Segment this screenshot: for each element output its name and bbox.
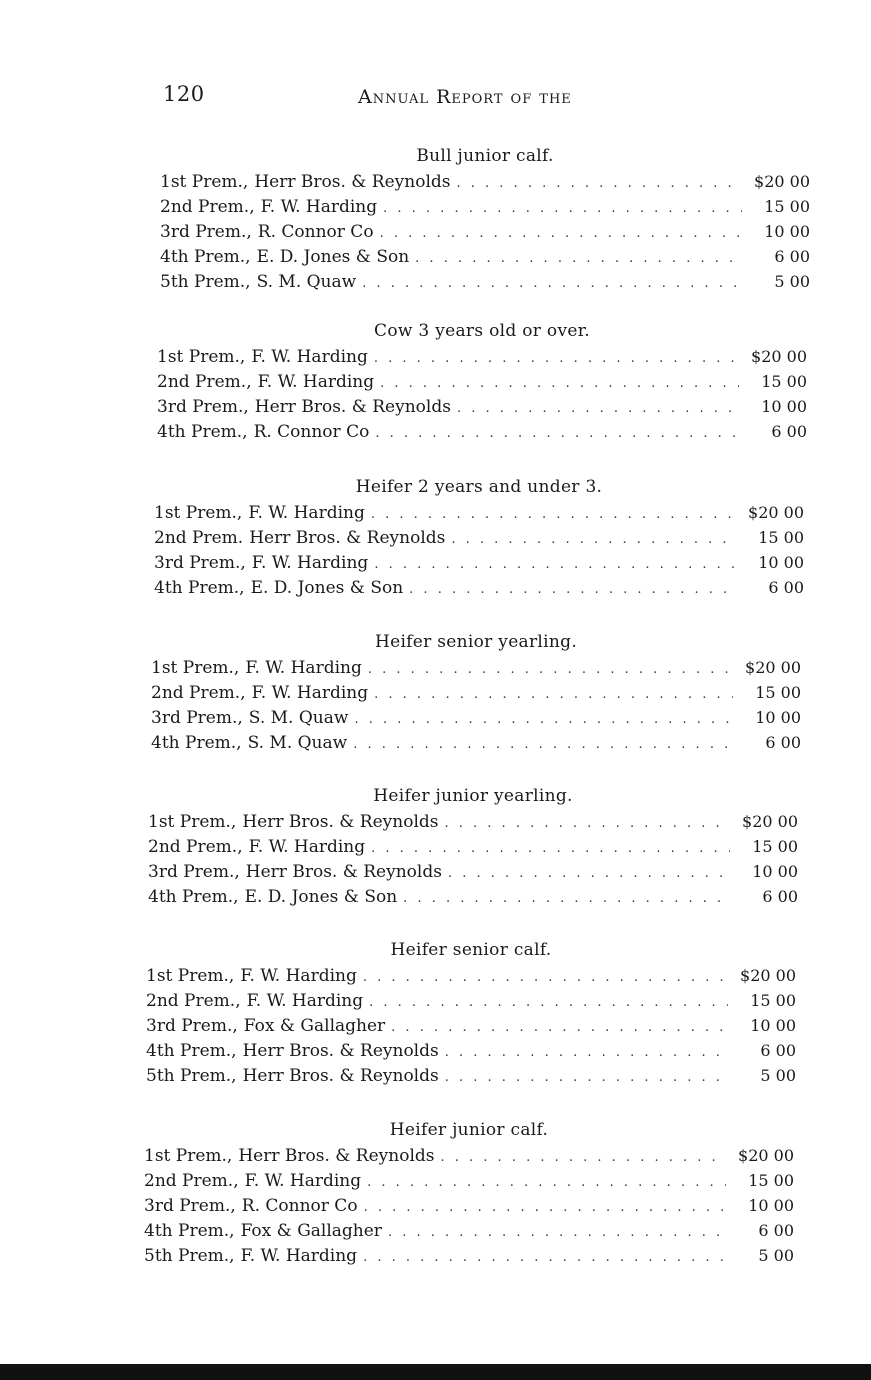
premium-place: 4th Prem., <box>144 1221 235 1241</box>
premium-section <box>144 1117 794 1268</box>
premium-winner: S. M. Quaw <box>248 708 349 728</box>
premium-winner: F. W. Harding <box>248 503 365 523</box>
premium-place: 3rd Prem., <box>160 222 252 242</box>
premium-winner: F. W. Harding <box>246 991 364 1011</box>
premium-entry <box>144 1168 794 1193</box>
dot-leader <box>354 707 733 732</box>
premium-place: 4th Prem., <box>146 1041 237 1061</box>
premium-place: 4th Prem., <box>154 578 245 598</box>
premium-entry <box>154 575 804 600</box>
premium-amount: $20 00 <box>740 966 796 985</box>
premium-entry <box>160 219 810 244</box>
dot-leader <box>353 732 733 757</box>
premium-place: 5th Prem., <box>146 1066 237 1086</box>
premium-amount: 6 00 <box>762 887 798 906</box>
premium-winner: Herr Bros. & Reynolds <box>242 1041 439 1061</box>
premium-amount: $20 00 <box>751 347 807 366</box>
section-title: Heifer 2 years and under 3. <box>355 477 603 497</box>
premium-entry <box>157 369 807 394</box>
premium-place: 3rd Prem., <box>146 1016 238 1036</box>
premium-amount: 10 00 <box>761 397 807 416</box>
premium-entry <box>151 655 801 680</box>
premium-amount: 5 00 <box>760 1066 796 1085</box>
dot-leader <box>380 221 742 246</box>
premium-entry <box>148 809 798 834</box>
section-title: Cow 3 years old or over. <box>374 321 590 341</box>
premium-entry <box>146 963 796 988</box>
premium-amount: 15 00 <box>755 683 801 702</box>
premium-entry <box>144 1143 794 1168</box>
dot-leader <box>457 171 743 196</box>
premium-amount: 10 00 <box>748 1196 794 1215</box>
premium-entry <box>146 1038 796 1063</box>
section-title: Heifer junior yearling. <box>373 786 573 806</box>
premium-place: 2nd Prem., <box>144 1171 239 1191</box>
premium-amount: 6 00 <box>760 1041 796 1060</box>
premium-section <box>146 937 796 1088</box>
premium-winner: E. D. Jones & Son <box>250 578 404 598</box>
premium-amount: 6 00 <box>758 1221 794 1240</box>
premium-place: 1st Prem., <box>157 347 246 367</box>
premium-amount: 15 00 <box>761 372 807 391</box>
dot-leader <box>445 1065 728 1090</box>
dot-leader <box>371 502 736 527</box>
premium-place: 4th Prem., <box>148 887 239 907</box>
premium-winner: F. W. Harding <box>248 837 366 857</box>
premium-place: 4th Prem., <box>160 247 251 267</box>
dot-leader <box>383 196 742 221</box>
premium-winner: R. Connor Co <box>257 222 374 242</box>
premium-amount: 6 00 <box>774 247 810 266</box>
dot-leader <box>374 552 736 577</box>
dot-leader <box>445 811 731 836</box>
premium-place: 3rd Prem., <box>144 1196 236 1216</box>
premium-amount: 5 00 <box>758 1246 794 1265</box>
premium-winner: Herr Bros. & Reynolds <box>238 1146 435 1166</box>
dot-leader <box>369 990 728 1015</box>
premium-entry <box>160 269 810 294</box>
premium-entry <box>160 244 810 269</box>
premium-place: 3rd Prem., <box>151 708 243 728</box>
dot-leader <box>403 886 730 911</box>
premium-section <box>151 629 801 755</box>
scan-edge-bar <box>0 1364 871 1380</box>
premium-winner: Herr Bros. & Reynolds <box>254 397 451 417</box>
premium-entry <box>146 1063 796 1088</box>
premium-entry <box>146 1013 796 1038</box>
premium-amount: 6 00 <box>765 733 801 752</box>
premium-entry <box>157 394 807 419</box>
premium-winner: F. W. Harding <box>245 658 362 678</box>
premium-winner: Herr Bros. & Reynolds <box>254 172 451 192</box>
premium-winner: Herr Bros. & Reynolds <box>242 1066 439 1086</box>
premium-place: 1st Prem., <box>151 658 240 678</box>
dot-leader <box>362 271 742 296</box>
premium-amount: $20 00 <box>754 172 810 191</box>
premium-place: 3rd Prem., <box>157 397 249 417</box>
premium-place: 2nd Prem. <box>154 528 244 548</box>
premium-entry <box>160 194 810 219</box>
premium-place: 4th Prem., <box>157 422 248 442</box>
premium-winner: E. D. Jones & Son <box>244 887 398 907</box>
page-number: 120 <box>163 82 205 106</box>
dot-leader <box>380 371 739 396</box>
premium-amount: 10 00 <box>764 222 810 241</box>
premium-place: 1st Prem., <box>160 172 249 192</box>
dot-leader <box>391 1015 728 1040</box>
running-head: Annual Report of the <box>358 86 572 108</box>
premium-place: 1st Prem., <box>154 503 243 523</box>
premium-place: 3rd Prem., <box>148 862 240 882</box>
premium-amount: 10 00 <box>758 553 804 572</box>
premium-place: 5th Prem., <box>160 272 251 292</box>
premium-winner: R. Connor Co <box>253 422 370 442</box>
premium-entry <box>154 500 804 525</box>
premium-amount: 15 00 <box>748 1171 794 1190</box>
premium-amount: $20 00 <box>738 1146 794 1165</box>
premium-entry <box>146 988 796 1013</box>
premium-place: 2nd Prem., <box>160 197 255 217</box>
premium-amount: 15 00 <box>758 528 804 547</box>
premium-amount: 6 00 <box>768 578 804 597</box>
dot-leader <box>388 1220 726 1245</box>
premium-entry <box>148 859 798 884</box>
premium-amount: $20 00 <box>742 812 798 831</box>
premium-amount: $20 00 <box>745 658 801 677</box>
premium-entry <box>144 1218 794 1243</box>
premium-entry <box>154 525 804 550</box>
premium-amount: 15 00 <box>764 197 810 216</box>
premium-entry <box>151 680 801 705</box>
dot-leader <box>457 396 739 421</box>
premium-entry <box>151 705 801 730</box>
dot-leader <box>415 246 742 271</box>
premium-place: 1st Prem., <box>148 812 237 832</box>
premium-winner: F. W. Harding <box>251 683 369 703</box>
premium-winner: F. W. Harding <box>251 553 369 573</box>
premium-section <box>157 318 807 444</box>
dot-leader <box>441 1145 727 1170</box>
dot-leader <box>363 1245 726 1270</box>
premium-section <box>148 783 798 909</box>
premium-winner: F. W. Harding <box>260 197 378 217</box>
dot-leader <box>367 1170 726 1195</box>
premium-winner: E. D. Jones & Son <box>256 247 410 267</box>
premium-section <box>160 143 810 294</box>
premium-place: 2nd Prem., <box>151 683 246 703</box>
premium-winner: F. W. Harding <box>240 1246 358 1266</box>
section-title: Bull junior calf. <box>416 146 554 166</box>
premium-winner: F. W. Harding <box>240 966 357 986</box>
premium-entry <box>148 884 798 909</box>
premium-winner: S. M. Quaw <box>256 272 357 292</box>
section-title: Heifer senior yearling. <box>374 632 578 652</box>
dot-leader <box>409 577 736 602</box>
premium-amount: 10 00 <box>755 708 801 727</box>
premium-winner: Herr Bros. & Reynolds <box>245 862 442 882</box>
premium-winner: Herr Bros. & Reynolds <box>249 528 446 548</box>
dot-leader <box>364 1195 726 1220</box>
premium-place: 5th Prem., <box>144 1246 235 1266</box>
section-title: Heifer junior calf. <box>389 1120 549 1140</box>
premium-amount: 10 00 <box>752 862 798 881</box>
premium-winner: F. W. Harding <box>251 347 368 367</box>
premium-place: 2nd Prem., <box>148 837 243 857</box>
section-title: Heifer senior calf. <box>390 940 552 960</box>
premium-place: 1st Prem., <box>146 966 235 986</box>
premium-winner: F. W. Harding <box>257 372 375 392</box>
premium-amount: 10 00 <box>750 1016 796 1035</box>
premium-entry <box>160 169 810 194</box>
premium-winner: S. M. Quaw <box>247 733 348 753</box>
premium-section <box>154 474 804 600</box>
dot-leader <box>374 346 739 371</box>
dot-leader <box>374 682 733 707</box>
dot-leader <box>371 836 730 861</box>
premium-place: 2nd Prem., <box>157 372 252 392</box>
premium-winner: Herr Bros. & Reynolds <box>242 812 439 832</box>
premium-amount: $20 00 <box>748 503 804 522</box>
dot-leader <box>448 861 730 886</box>
premium-place: 1st Prem., <box>144 1146 233 1166</box>
premium-place: 2nd Prem., <box>146 991 241 1011</box>
premium-amount: 5 00 <box>774 272 810 291</box>
premium-place: 3rd Prem., <box>154 553 246 573</box>
premium-winner: F. W. Harding <box>244 1171 362 1191</box>
premium-entry <box>157 344 807 369</box>
dot-leader <box>445 1040 728 1065</box>
premium-winner: Fox & Gallagher <box>240 1221 382 1241</box>
premium-entry <box>157 419 807 444</box>
premium-entry <box>144 1193 794 1218</box>
premium-winner: R. Connor Co <box>241 1196 358 1216</box>
premium-entry <box>144 1243 794 1268</box>
premium-winner: Fox & Gallagher <box>243 1016 386 1036</box>
dot-leader <box>363 965 728 990</box>
dot-leader <box>368 657 733 682</box>
premium-entry <box>148 834 798 859</box>
premium-amount: 15 00 <box>750 991 796 1010</box>
premium-amount: 6 00 <box>771 422 807 441</box>
premium-entry <box>151 730 801 755</box>
premium-place: 4th Prem., <box>151 733 242 753</box>
dot-leader <box>451 527 736 552</box>
dot-leader <box>375 421 739 446</box>
premium-amount: 15 00 <box>752 837 798 856</box>
premium-entry <box>154 550 804 575</box>
